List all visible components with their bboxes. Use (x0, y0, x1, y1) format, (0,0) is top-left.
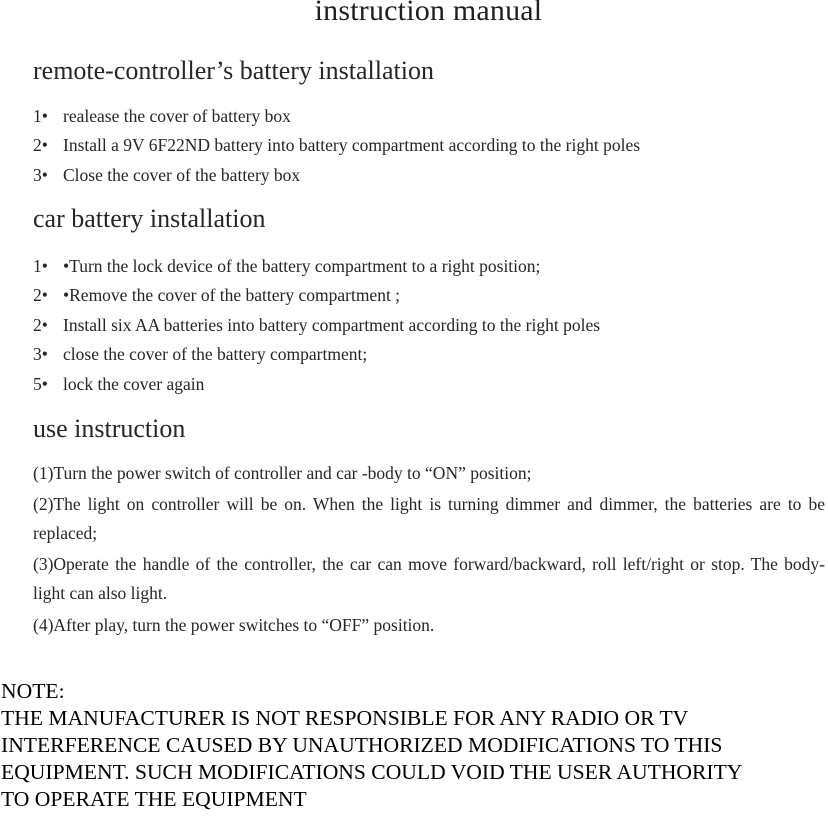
remote-battery-heading: remote-controller’s battery installation (33, 56, 434, 85)
step-number: 2• (33, 315, 48, 335)
use-instruction-heading: use instruction (33, 414, 186, 443)
fcc-note (1, 678, 828, 813)
step-text: realease the cover of battery box (63, 106, 291, 126)
step-text: Install six AA batteries into battery compartment according to the right poles (63, 315, 601, 335)
step-number: 1• (33, 256, 48, 276)
car-step (33, 285, 400, 306)
step-number: 3• (33, 165, 48, 185)
note-line: THE MANUFACTURER IS NOT RESPONSIBLE FOR ANY RADIO OR TV (1, 706, 689, 730)
car-step (33, 256, 540, 277)
car-step (33, 315, 600, 336)
step-text: lock the cover again (63, 374, 205, 394)
step-number: 5• (33, 374, 48, 394)
note-line: INTERFERENCE CAUSED BY UNAUTHORIZED MODIFICATIONS TO THIS (1, 733, 723, 757)
use-instruction-paragraph: (1)Turn the power switch of controller and car -body to “ON” position; (33, 463, 532, 483)
step-text: •Turn the lock device of the battery compartment to a right position; (63, 256, 541, 276)
note-label: NOTE: (1, 679, 65, 703)
note-line: TO OPERATE THE EQUIPMENT (1, 787, 307, 811)
page-title: instruction manual (314, 0, 543, 27)
use-instruction-paragraph: (4)After play, turn the power switches to “OFF” position. (33, 615, 435, 635)
car-battery-heading: car battery installation (33, 204, 266, 233)
step-text: •Remove the cover of the battery compartment ; (63, 285, 401, 305)
step-number: 3• (33, 344, 48, 364)
step-number: 2• (33, 135, 48, 155)
step-text: close the cover of the battery compartment; (63, 344, 368, 364)
step-text: Install a 9V 6F22ND battery into battery compartment according to the right poles (63, 135, 641, 155)
remote-step (33, 135, 640, 156)
car-step (33, 374, 204, 395)
note-line: EQUIPMENT. SUCH MODIFICATIONS COULD VOID THE USER AUTHORITY (1, 760, 743, 784)
step-number: 2• (33, 285, 48, 305)
remote-step (33, 106, 291, 127)
remote-step (33, 165, 300, 186)
step-number: 1• (33, 106, 48, 126)
use-instruction-paragraph: (2)The light on controller will be on. When the light is turning dimmer and dimmer, the batteries are to be replaced; (33, 494, 825, 543)
step-text: Close the cover of the battery box (63, 165, 301, 185)
use-instruction-paragraph: (3)Operate the handle of the controller, the car can move forward/backward, roll left/right or stop. The body-light can also light. (33, 554, 825, 603)
car-step (33, 344, 367, 365)
